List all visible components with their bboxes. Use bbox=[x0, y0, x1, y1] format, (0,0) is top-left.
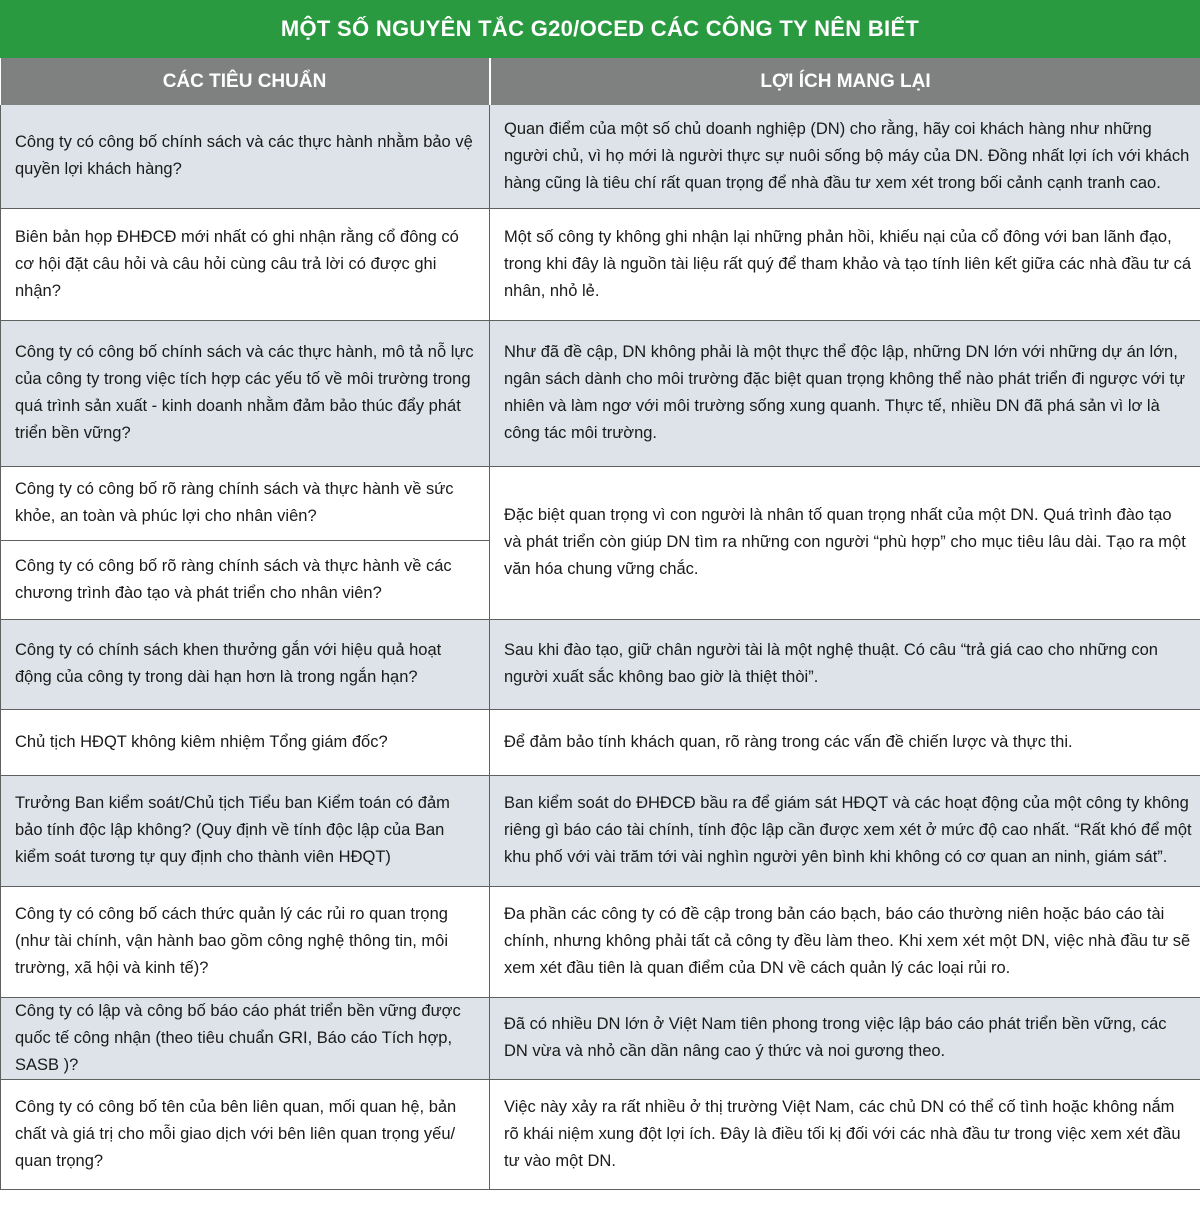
table-row bbox=[1, 619, 1200, 709]
benefit-cell: Đã có nhiều DN lớn ở Việt Nam tiên phong trong việc lập báo cáo phát triển bền vững, các DN vừa và nhỏ cần dần nâng cao ý thức và noi gương theo. bbox=[490, 997, 1200, 1079]
header-standards: CÁC TIÊU CHUẨN bbox=[1, 58, 490, 105]
benefit-cell: Quan điểm của một số chủ doanh nghiệp (DN) cho rằng, hãy coi khách hàng như những người chủ, vì họ mới là người thực sự nuôi sống bộ máy của DN. Đồng nhất lợi ích với khách hàng cũng là tiêu chí rất quan trọng để nhà đầu tư xem xét trong bối cảnh cạnh tranh cao. bbox=[490, 105, 1200, 208]
benefit-cell: Ban kiểm soát do ĐHĐCĐ bầu ra để giám sát HĐQT và các hoạt động của một công ty không riêng gì báo cáo tài chính, tính độc lập cần được xem xét ở mức độ cao nhất. “Rất khó để một khu phố với vài trăm tới vài nghìn người yên bình khi không có cơ quan an ninh, giám sát”. bbox=[490, 775, 1200, 886]
table-row bbox=[1, 1079, 1200, 1189]
table-row bbox=[1, 886, 1200, 997]
standard-cell: Công ty có lập và công bố báo cáo phát triển bền vững được quốc tế công nhận (theo tiêu chuẩn GRI, Báo cáo Tích hợp, SASB )? bbox=[1, 997, 490, 1079]
header-benefits: LỢI ÍCH MANG LẠI bbox=[490, 58, 1200, 105]
standard-cell: Trưởng Ban kiểm soát/Chủ tịch Tiểu ban Kiểm toán có đảm bảo tính độc lập không? (Quy định về tính độc lập của Ban kiểm soát tương tự quy định cho thành viên HĐQT) bbox=[1, 775, 490, 886]
standard-cell: Công ty có công bố chính sách và các thực hành nhằm bảo vệ quyền lợi khách hàng? bbox=[1, 105, 490, 208]
principles-table bbox=[0, 58, 1200, 1190]
table-row bbox=[1, 775, 1200, 886]
standard-cell: Công ty có công bố rõ ràng chính sách và thực hành về sức khỏe, an toàn và phúc lợi cho nhân viên? bbox=[1, 466, 490, 540]
standard-cell: Công ty có công bố chính sách và các thực hành, mô tả nỗ lực của công ty trong việc tích hợp các yếu tố về môi trường trong quá trình sản xuất - kinh doanh nhằm đảm bảo thúc đẩy phát triển bền vững? bbox=[1, 320, 490, 466]
standard-cell: Công ty có công bố tên của bên liên quan, mối quan hệ, bản chất và giá trị cho mỗi giao dịch với bên liên quan trọng yếu/ quan trọng? bbox=[1, 1079, 490, 1189]
benefit-cell: Đa phần các công ty có đề cập trong bản cáo bạch, báo cáo thường niên hoặc báo cáo tài chính, nhưng không phải tất cả công ty đều làm theo. Khi xem xét một DN, việc nhà đầu tư sẽ xem xét đầu tiên là quan điểm của DN về cách quản lý các loại rủi ro. bbox=[490, 886, 1200, 997]
standard-cell: Biên bản họp ĐHĐCĐ mới nhất có ghi nhận rằng cổ đông có cơ hội đặt câu hỏi và câu hỏi cùng câu trả lời có được ghi nhận? bbox=[1, 208, 490, 320]
benefit-cell: Đặc biệt quan trọng vì con người là nhân tố quan trọng nhất của một DN. Quá trình đào tạo và phát triển còn giúp DN tìm ra những con người “phù hợp” cho mục tiêu lâu dài. Tạo ra một văn hóa chung vững chắc. bbox=[490, 466, 1200, 619]
benefit-cell: Để đảm bảo tính khách quan, rõ ràng trong các vấn đề chiến lược và thực thi. bbox=[490, 709, 1200, 775]
header-row bbox=[1, 58, 1200, 105]
benefit-cell: Như đã đề cập, DN không phải là một thực thể độc lập, những DN lớn với những dự án lớn, ngân sách dành cho môi trường đặc biệt quan trọng không thể nào phát triển đi ngược với tự nhiên và làm ngơ với môi trường sống xung quanh. Thực tế, nhiều DN đã phá sản vì lơ là công tác môi trường. bbox=[490, 320, 1200, 466]
standard-cell: Công ty có công bố cách thức quản lý các rủi ro quan trọng (như tài chính, vận hành bao gồm công nghệ thông tin, môi trường, xã hội và kinh tế)? bbox=[1, 886, 490, 997]
benefit-cell: Sau khi đào tạo, giữ chân người tài là một nghệ thuật. Có câu “trả giá cao cho những con người xuất sắc không bao giờ là thiệt thòi”. bbox=[490, 619, 1200, 709]
table-row bbox=[1, 997, 1200, 1079]
benefit-cell: Việc này xảy ra rất nhiều ở thị trường Việt Nam, các chủ DN có thể cố tình hoặc không nắm rõ khái niệm xung đột lợi ích. Đây là điều tối kị đối với các nhà đầu tư trong việc xem xét đầu tư vào một DN. bbox=[490, 1079, 1200, 1189]
table-row bbox=[1, 709, 1200, 775]
standard-cell: Chủ tịch HĐQT không kiêm nhiệm Tổng giám đốc? bbox=[1, 709, 490, 775]
table-row bbox=[1, 466, 1200, 540]
standard-cell: Công ty có chính sách khen thưởng gắn với hiệu quả hoạt động của công ty trong dài hạn hơn là trong ngắn hạn? bbox=[1, 619, 490, 709]
benefit-cell: Một số công ty không ghi nhận lại những phản hồi, khiếu nại của cổ đông với ban lãnh đạo, trong khi đây là nguồn tài liệu rất quý để tham khảo và tạo tính liên kết giữa các nhà đầu tư cá nhân, nhỏ lẻ. bbox=[490, 208, 1200, 320]
table-row bbox=[1, 320, 1200, 466]
table-row bbox=[1, 105, 1200, 208]
table-row bbox=[1, 208, 1200, 320]
table-title: MỘT SỐ NGUYÊN TẮC G20/OCED CÁC CÔNG TY NÊN BIẾT bbox=[0, 0, 1200, 58]
standard-cell: Công ty có công bố rõ ràng chính sách và thực hành về các chương trình đào tạo và phát triển cho nhân viên? bbox=[1, 540, 490, 619]
